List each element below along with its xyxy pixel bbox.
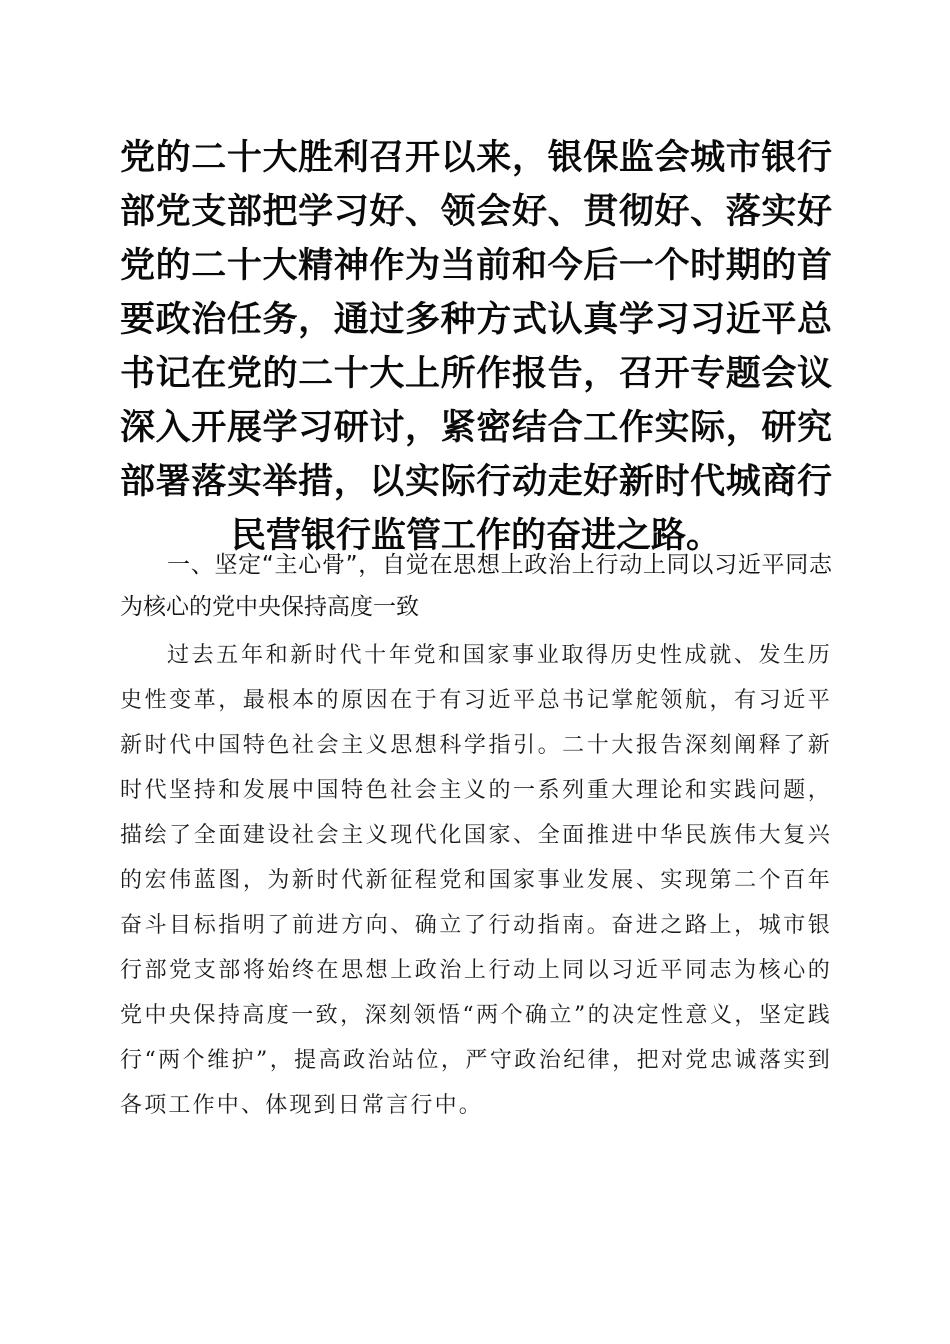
intro-paragraph: 党的二十大胜利召开以来，银保监会城市银行部党支部把学习好、领会好、贯彻好、落实好党的二十大精神作为当前和今后一个时期的首要政治任务，通过多种方式认真学习习近平总书记在党的二十大上所作报告，召开专题会议深入开展学习研讨，紧密结合工作实际，研究部署落实举措，以实际行动走好新时代城商行民营银行监管工作的奋进之路。 <box>120 137 832 556</box>
body-paragraph: 过去五年和新时代十年党和国家事业取得历史性成就、发生历史性变革，最根本的原因在于有习近平总书记掌舵领航，有习近平新时代中国特色社会主义思想科学指引。二十大报告深刻阐释了新时代坚持和发展中国特色社会主义的一系列重大理论和实践问题，描绘了全面建设社会主义现代化国家、全面推进中华民族伟大复兴的宏伟蓝图，为新时代新征程党和国家事业发展、实现第二个百年奋斗目标指明了前进方向、确立了行动指南。奋进之路上，城市银行部党支部将始终在思想上政治上行动上同以习近平同志为核心的党中央保持高度一致，深刻领悟“两个确立”的决定性意义，坚定践行“两个维护”，提高政治站位，严守政治纪律，把对党忠诚落实到各项工作中、体现到日常言行中。 <box>120 643 832 1118</box>
section-heading: 一、坚定“主心骨”，自觉在思想上政治上行动上同以习近平同志为核心的党中央保持高度一致 <box>120 552 832 620</box>
